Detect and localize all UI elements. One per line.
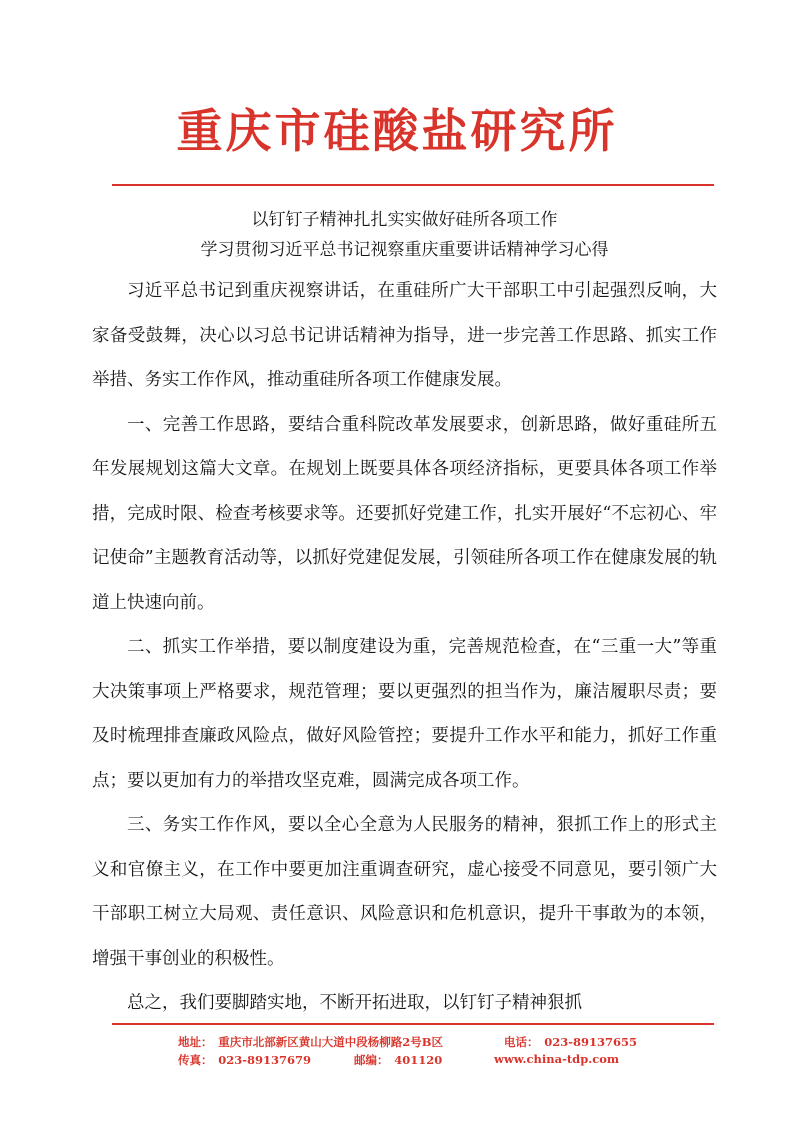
footer-fax: 传真： 023-89137679 xyxy=(178,1053,312,1067)
letter-paragraph: 一、完善工作思路，要结合重科院改革发展要求，创新思路，做好重硅所五年发展规划这篇大文章。在规划上既要具体各项经济指标，更要具体各项工作举措，完成时限、检查考核要求等。还要抓好党建工作，扎实开展好“不忘初心、牢记使命”主题教育活动等，以抓好党建促发展，引领硅所各项工作在健康发展的轨道上快速向前。 xyxy=(92,414,717,613)
letterhead-bottom-rule xyxy=(112,1023,714,1025)
footer-website: www.china-tdp.com xyxy=(494,1052,620,1066)
letter-body xyxy=(92,205,717,1026)
footer-postcode: 邮编： 401120 xyxy=(354,1053,443,1067)
letterhead-top-rule xyxy=(112,184,714,186)
footer-phone: 电话： 023-89137655 xyxy=(504,1035,638,1049)
footer-row-fax xyxy=(178,1052,698,1068)
letter-paragraph: 习近平总书记到重庆视察讲话，在重硅所广大干部职工中引起强烈反响，大家备受鼓舞，决心以习总书记讲话精神为指导，进一步完善工作思路、抓实工作举措、务实工作作风，推动重硅所各项工作健康发展。 xyxy=(92,281,717,390)
letter-paragraph: 三、务实工作作风，要以全心全意为人民服务的精神，狠抓工作上的形式主义和官僚主义，在工作中要更加注重调查研究，虚心接受不同意见，要引领广大干部职工树立大局观、责任意识、风险意识和危机意识，提升干事敢为的本领，增强干事创业的积极性。 xyxy=(92,815,717,969)
letter-subtitle: 学习贯彻习近平总书记视察重庆重要讲话精神学习心得 xyxy=(200,240,609,260)
footer-address: 地址： 重庆市北部新区黄山大道中段杨柳路2号B区 xyxy=(178,1035,443,1049)
footer-row-address xyxy=(178,1034,698,1050)
letter-paragraph: 总之，我们要脚踏实地，不断开拓进取，以钉钉子精神狠抓 xyxy=(127,993,582,1013)
letter-paragraph: 二、抓实工作举措，要以制度建设为重，完善规范检查，在“三重一大”等重大决策事项上严格要求，规范管理；要以更强烈的担当作为，廉洁履职尽责；要及时梳理排查廉政风险点，做好风险管控；要提升工作水平和能力，抓好工作重点；要以更加有力的举措攻坚克难，圆满完成各项工作。 xyxy=(92,637,717,791)
letter-title: 以钉钉子精神扎扎实实做好硅所各项工作 xyxy=(251,210,558,230)
letterhead-title: 重庆市硅酸盐研究所 xyxy=(176,104,618,158)
